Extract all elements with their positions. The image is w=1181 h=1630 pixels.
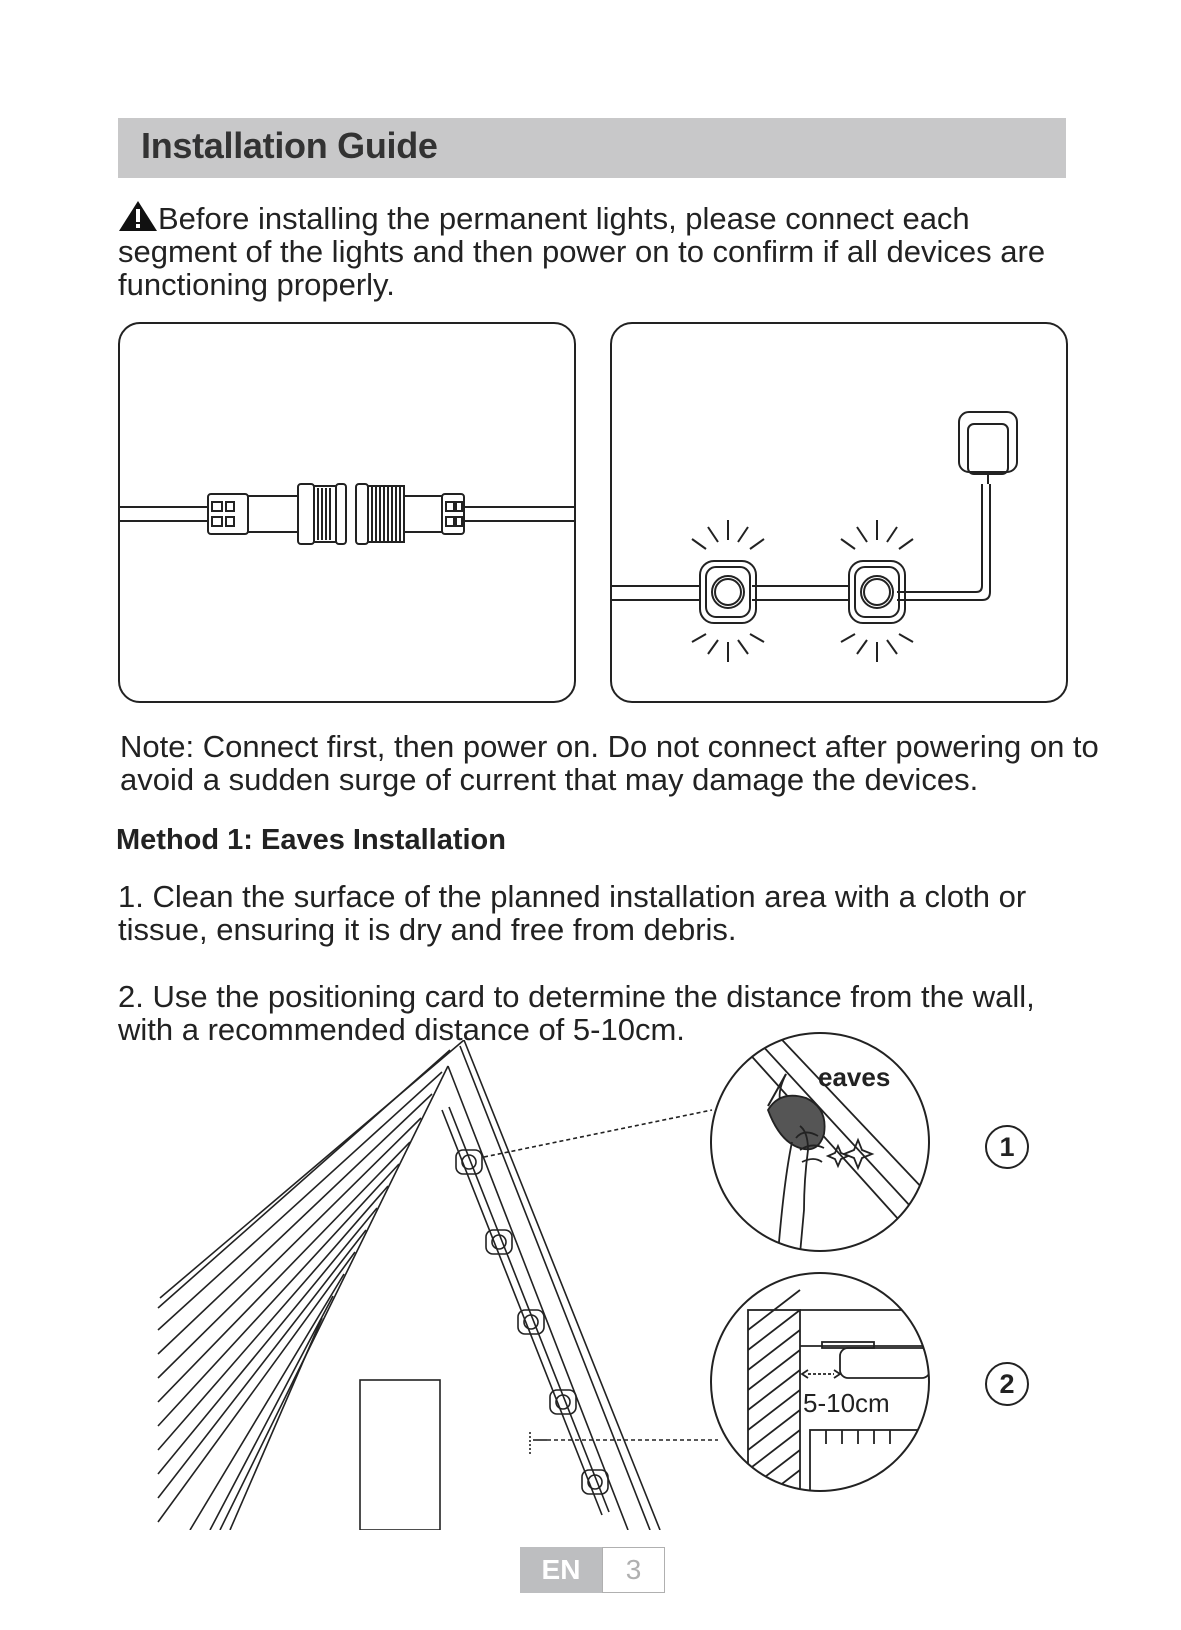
method-title: Method 1: Eaves Installation [116,824,506,856]
warning-paragraph [118,200,1078,301]
page-title: Installation Guide [141,125,438,166]
callout-distance-label: 5-10cm [803,1388,890,1418]
step-badge-1: 1 [985,1125,1029,1169]
positioning-card-callout [708,1270,932,1494]
warning-triangle-icon [118,200,158,232]
power-adapter-icon [612,324,1066,701]
power-figure [610,322,1068,703]
note-text: Note: Connect first, then power on. Do not connect after powering on to avoid a sudden surge of current that may damage the devices. [120,729,1099,797]
connector-figure [118,322,576,703]
step-1: 1. Clean the surface of the planned installation area with a cloth or tissue, ensuring it is dry and free from debris. [118,879,1027,947]
step-2: 2. Use the positioning card to determine the distance from the wall, with a recommended distance of 5-10cm. [118,979,1035,1047]
page-number: 3 [602,1547,665,1593]
warning-text: Before installing the permanent lights, please connect each segment of the lights and then power on to confirm if all devices are functioning properly. [118,201,1046,302]
house-eaves-diagram [150,1040,770,1530]
callout-eaves-label: eaves [818,1062,891,1092]
language-badge: EN [520,1547,602,1593]
step-badge-2: 2 [985,1362,1029,1406]
cable-connector-icon [120,324,574,701]
